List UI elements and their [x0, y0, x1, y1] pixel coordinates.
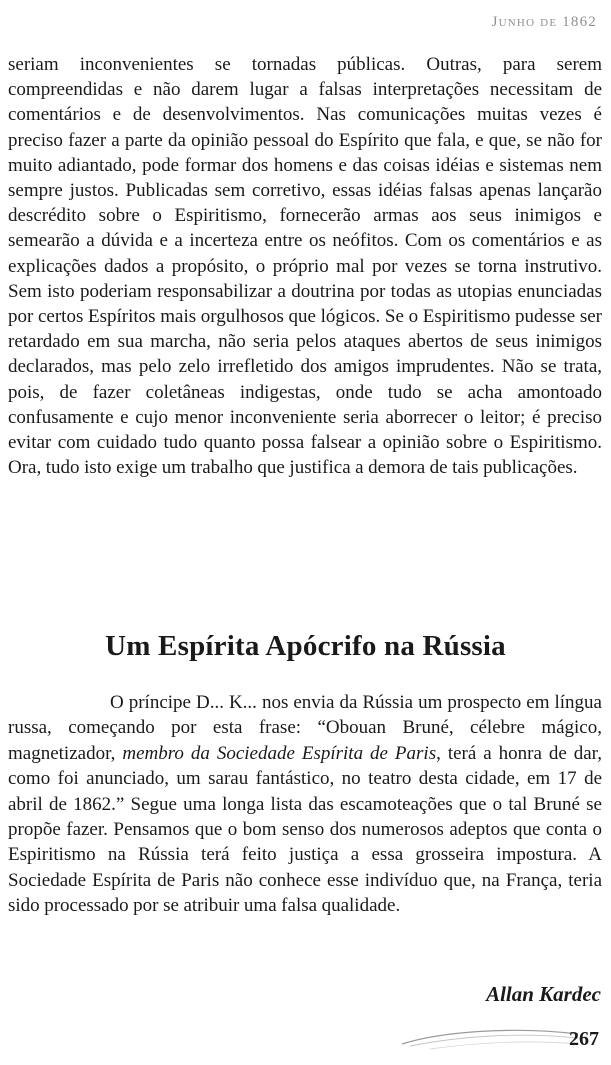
article-body-text-end: , terá a honra de dar, como foi anunciado, um sarau fantástico, no teatro desta cidade, em 17 de abril de 1862.” Segue uma longa lista das escamoteações que o tal Bruné se propõe fazer. Pensamos que o bom senso dos numerosos adeptos que conta o Espiritismo na Rússia terá feito justiça a essa grosseira impostura. A Sociedade Espírita de Paris não conhece esse indivíduo que, na França, teria sido processado por se atribuir uma falsa qualidade. [8, 742, 602, 917]
folio-swoosh-ornament [400, 1022, 580, 1052]
main-paragraph: seriam inconvenientes se tornadas públicas. Outras, para serem compreendidas e não darem lugar a falsas interpretações necessitam de comentários e de desenvolvimentos. Nas comunicações muitas vezes é preciso fazer a parte da opinião pessoal do Espírito que fala, e que, se não for muito adiantado, pode formar dos homens e das coisas idéias e sistemas nem sempre justos. Publicadas sem corretivo, essas idéias falsas apenas lançarão descrédito sobre o Espiritismo, fornecerão armas aos seus inimigos e semearão a dúvida e a incerteza entre os neófitos. Com os comentários e as explicações dados a propósito, o próprio mal por vezes se torna instrutivo. Sem isto poderiam responsabilizar a doutrina por todas as utopias enunciadas por certos Espíritos mais orgulhosos que lógicos. Se o Espiritismo pudesse ser retardado em sua marcha, não seria pelos ataques abertos de seus inimigos declarados, mas pelo zelo irrefletido dos amigos imprudentes. Não se trata, pois, de fazer coletâneas indigestas, onde tudo se acha amontoado confusamente e cujo menor inconveniente seria aborrecer o leitor; é preciso evitar com cuidado tudo quanto possa falsear a opinião sobre o Espiritismo. Ora, tudo isto exige um trabalho que justifica a demora de tais publicações. [8, 54, 602, 479]
article-body [8, 690, 602, 919]
article-body-text-start: O príncipe D... K... nos envia da Rússia um prospecto em língua russa, começando por esta frase: “Obouan Bruné, célebre mágico, magnetizador, [8, 692, 602, 764]
author-signature: Allan Kardec [486, 982, 601, 1006]
page-number: 267 [569, 1028, 599, 1050]
running-head: Junho de 1862 [491, 14, 597, 30]
article-title: Um Espírita Apócrifo na Rússia [105, 630, 506, 662]
article-body-italic-phrase: membro da Sociedade Espírita de Paris [122, 742, 437, 764]
